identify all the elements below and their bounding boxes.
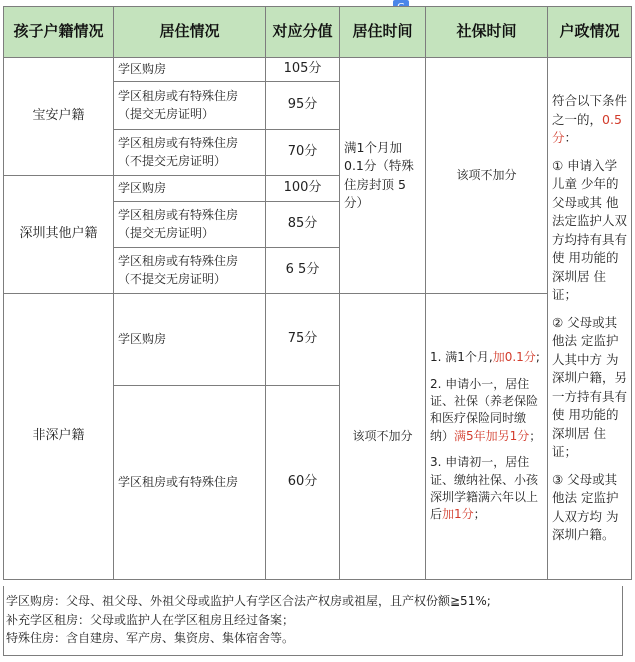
header-score: 对应分值 [266, 7, 340, 58]
housing-cell: 学区租房或有特殊住房（提交无房证明） [114, 82, 266, 130]
hukou-intro-text: 符合以下条件之一的， [552, 93, 628, 127]
social-rule-score: 加0.1分 [492, 350, 536, 365]
social-nonlocal [426, 294, 548, 580]
score-cell: 70分 [266, 130, 340, 176]
social-rule-3 [430, 454, 543, 524]
score-cell: 105分 [266, 58, 340, 82]
header-row [4, 7, 632, 58]
score-cell: 85分 [266, 202, 340, 248]
hukou-intro [552, 92, 627, 148]
footnote-special: 特殊住房：含自建房、军产房、集资房、集体宿舍等。 [6, 631, 295, 646]
hukou-intro-after: ： [564, 130, 578, 146]
footnote-rental: 补充学区租房：父母或监护人在学区租房且经过备案； [6, 612, 295, 627]
score-cell: 100分 [266, 176, 340, 202]
score-cell: 75分 [266, 294, 340, 386]
header-residence: 居住时间 [340, 7, 426, 58]
social-rule-1 [430, 349, 543, 366]
housing-cell: 学区购房 [114, 176, 266, 202]
social-rule-after: ； [529, 428, 542, 443]
hukou-condition-1: ① 申请入学儿童 少年的父母或其 他法定监护人双方均持有具有使 用功能的深圳居 住证； [552, 157, 628, 303]
housing-cell: 学区购房 [114, 294, 266, 386]
residence-local: 满1个月加0.1分（特殊住房封顶 5分） [340, 58, 426, 294]
hukou-condition-3: ③ 父母或其他法 定监护人双方均 为深圳户籍。 [552, 471, 619, 543]
score-cell: 95分 [266, 82, 340, 130]
social-rule-text: 3. 申请初一，居住证、缴纳社保、小孩深圳学籍满六年以上后 [430, 455, 539, 522]
housing-cell: 学区租房或有特殊住房（提交无房证明） [114, 202, 266, 248]
header-housing: 居住情况 [114, 7, 266, 58]
score-cell: 60分 [266, 386, 340, 580]
hukou-conditions [548, 58, 632, 580]
social-rule-score: 满5年加另1分 [454, 428, 530, 443]
origin-baoan: 宝安户籍 [4, 58, 114, 176]
origin-shenzhen: 深圳其他户籍 [4, 176, 114, 294]
header-hukou: 户政情况 [548, 7, 632, 58]
residence-nonlocal: 该项不加分 [340, 294, 426, 580]
table-row [4, 294, 632, 386]
social-rule-after: ; [535, 350, 540, 365]
social-local: 该项不加分 [426, 58, 548, 294]
hukou-condition-2: ② 父母或其他法 定监护人其中方 为深圳户籍，另一方持有具有使 用功能的深圳居 住证； [552, 314, 628, 460]
social-rule-text: 2. 申请小一，居住证、社保（养老保险和医疗保险同时缴纳） [430, 376, 539, 443]
header-social: 社保时间 [426, 7, 548, 58]
points-table [3, 6, 632, 580]
housing-cell: 学区租房或有特殊住房 [114, 386, 266, 580]
footnote-purchase: 学区购房：父母、祖父母、外祖父母或监护人有学区合法产权房或祖屋，且产权份额≧51%; [6, 594, 491, 608]
social-rule-after: ； [473, 507, 486, 522]
housing-cell: 学区租房或有特殊住房（不提交无房证明） [114, 130, 266, 176]
origin-nonlocal: 非深户籍 [4, 294, 114, 580]
header-origin: 孩子户籍情况 [4, 7, 114, 58]
social-rule-score: 加1分 [442, 507, 474, 522]
social-rule-text: 1. 满1个月, [430, 350, 493, 365]
footnotes [3, 586, 623, 656]
table-row [4, 58, 632, 82]
housing-cell: 学区购房 [114, 58, 266, 82]
hukou-intro-score: 0.5分 [552, 111, 622, 146]
score-cell: 6 5分 [266, 248, 340, 294]
social-rule-2 [430, 376, 543, 446]
housing-cell: 学区租房或有特殊住房（不提交无房证明） [114, 248, 266, 294]
